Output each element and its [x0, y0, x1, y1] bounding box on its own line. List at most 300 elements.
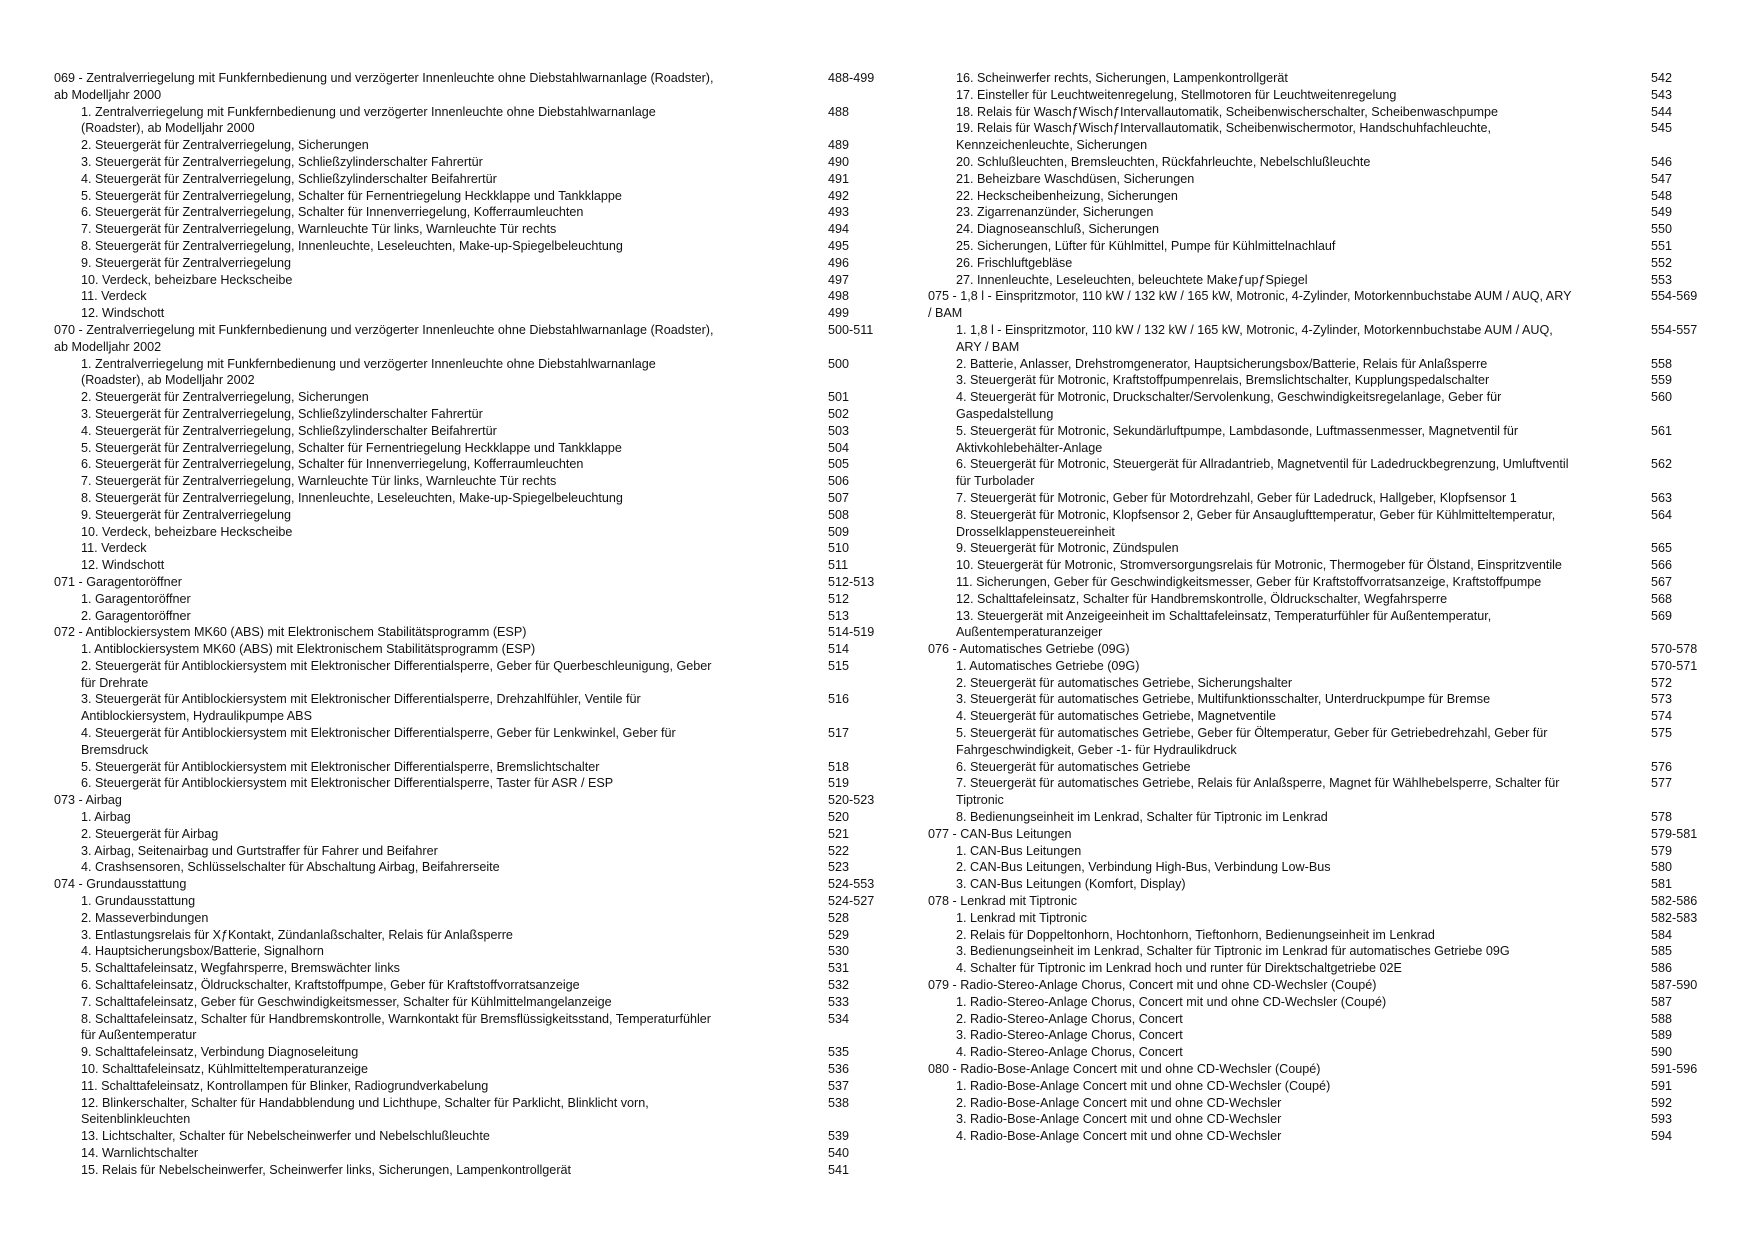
toc-chapter-entry [928, 1061, 1718, 1078]
toc-chapter-entry [928, 826, 1718, 843]
toc-subentry [54, 1128, 850, 1145]
toc-entry-page: 566 [1651, 558, 1673, 573]
toc-entry-page: 491 [828, 171, 850, 186]
toc-entry-title: 5. Schalttafeleinsatz, Wegfahrsperre, Bremswächter links [81, 961, 400, 976]
toc-subentry [928, 557, 1718, 574]
toc-entry-title: 069 - Zentralverriegelung mit Funkfernbedienung und verzögerter Innenleuchte ohne Diebstahlwarnanlage (Roadster), ab Modelljahr 2000 [54, 71, 714, 102]
toc-subentry [928, 725, 1718, 759]
toc-entry-page: 519 [828, 776, 850, 791]
toc-entry-title: 5. Steuergerät für Antiblockiersystem mit Elektronischer Differentialsperre, Bremslichtschalter [81, 759, 600, 774]
toc-entry-title: 6. Steuergerät für Zentralverriegelung, Schalter für Innenverriegelung, Kofferraumleuchten [81, 205, 584, 220]
toc-subentry [928, 608, 1718, 642]
toc-entry-page: 495 [828, 238, 850, 253]
toc-entry-title: 27. Innenleuchte, Leseleuchten, beleuchtete MakeƒupƒSpiegel [956, 272, 1308, 287]
toc-entry-page: 582-583 [1651, 910, 1698, 925]
toc-chapter-entry [928, 641, 1718, 658]
toc-subentry [54, 557, 849, 574]
toc-entry-title: 9. Steuergerät für Motronic, Zündspulen [956, 541, 1179, 556]
toc-entry-title: 12. Blinkerschalter, Schalter für Handabblendung und Lichthupe, Schalter für Parklicht, Blinklicht vorn, Seitenblinkleuchten [81, 1095, 649, 1127]
toc-entry-page: 510 [828, 541, 850, 556]
toc-entry-title: 1. Antiblockiersystem MK60 (ABS) mit Elektronischem Stabilitätsprogramm (ESP) [81, 642, 536, 657]
toc-entry-page: 549 [1651, 205, 1673, 220]
toc-entry-title: 5. Steuergerät für Zentralverriegelung, Schalter für Fernentriegelung Heckklappe und Tankklappe [81, 440, 622, 455]
toc-entry-page: 586 [1651, 961, 1673, 976]
toc-subentry [928, 1111, 1718, 1128]
toc-entry-title: 4. Steuergerät für automatisches Getriebe, Magnetventile [956, 709, 1276, 724]
toc-entry-title: 3. Entlastungsrelais für XƒKontakt, Zündanlaßschalter, Relais für Anlaßsperre [81, 927, 513, 942]
toc-subentry [54, 591, 850, 608]
toc-entry-page: 531 [828, 961, 850, 976]
toc-entry-title: 20. Schlußleuchten, Bremsleuchten, Rückfahrleuchte, Nebelschlußleuchte [956, 154, 1371, 169]
toc-entry-page: 512 [828, 591, 850, 606]
toc-subentry [928, 708, 1718, 725]
toc-entry-page: 563 [1651, 490, 1673, 505]
toc-entry-page: 532 [828, 978, 850, 993]
toc-entry-page: 530 [828, 944, 850, 959]
toc-entry-page: 567 [1651, 574, 1673, 589]
toc-entry-title: 9. Steuergerät für Zentralverriegelung [81, 507, 292, 522]
toc-entry-page: 562 [1651, 457, 1673, 472]
toc-entry-page: 575 [1651, 726, 1673, 741]
toc-entry-page: 488 [828, 104, 850, 119]
toc-entry-page: 497 [828, 272, 850, 287]
toc-entry-page: 500-511 [828, 322, 874, 337]
toc-subentry [54, 1162, 850, 1179]
toc-entry-page: 514-519 [828, 625, 875, 640]
toc-entry-title: 4. Steuergerät für Antiblockiersystem mit Elektronischer Differentialsperre, Geber für Lenkwinkel, Geber für Bremsdruck [81, 726, 676, 757]
toc-subentry [54, 910, 850, 927]
toc-subentry [928, 1027, 1718, 1044]
toc-entry-title: 11. Verdeck [81, 541, 147, 556]
toc-subentry [928, 759, 1718, 776]
toc-entry-title: 073 - Airbag [54, 793, 122, 808]
toc-subentry [54, 104, 850, 138]
toc-subentry [54, 1095, 850, 1129]
toc-entry-page: 587 [1651, 994, 1673, 1009]
toc-entry-page: 518 [828, 759, 850, 774]
toc-entry-title: 5. Steuergerät für Zentralverriegelung, Schalter für Fernentriegelung Heckklappe und Tankklappe [81, 188, 622, 203]
toc-entry-page: 554-557 [1651, 322, 1698, 337]
toc-entry-page: 539 [828, 1129, 850, 1144]
toc-entry-page: 535 [828, 1045, 850, 1060]
toc-entry-title: 3. Radio-Stereo-Anlage Chorus, Concert [956, 1028, 1183, 1043]
toc-entry-title: 6. Steuergerät für Zentralverriegelung, Schalter für Innenverriegelung, Kofferraumleuchten [81, 457, 584, 472]
toc-entry-page: 523 [828, 860, 850, 875]
toc-entry-page: 538 [828, 1095, 850, 1110]
toc-entry-page: 591 [1651, 1078, 1673, 1093]
toc-subentry [928, 1128, 1718, 1145]
toc-entry-page: 560 [1651, 390, 1673, 405]
toc-subentry [54, 154, 850, 171]
toc-entry-title: 4. Steuergerät für Zentralverriegelung, Schließzylinderschalter Beifahrertür [81, 423, 497, 438]
toc-entry-title: 8. Steuergerät für Motronic, Klopfsensor 2, Geber für Ansauglufttemperatur, Geber für Kühlmitteltemperatur, Drosselklappensteuereinheit [956, 507, 1556, 539]
toc-entry-page: 580 [1651, 860, 1673, 875]
toc-entry-page: 506 [828, 474, 850, 489]
toc-subentry [54, 943, 850, 960]
toc-entry-title: 8. Steuergerät für Zentralverriegelung, Innenleuchte, Leseleuchten, Make-up-Spiegelbeleuchtung [81, 238, 623, 253]
toc-subentry [928, 389, 1718, 423]
toc-entry-page: 529 [828, 927, 850, 942]
toc-entry-title: 7. Schalttafeleinsatz, Geber für Geschwindigkeitsmesser, Schalter für Kühlmittelmangelanzeige [81, 994, 612, 1009]
toc-subentry [54, 356, 850, 390]
toc-entry-page: 558 [1651, 356, 1673, 371]
toc-entry-title: 4. Crashsensoren, Schlüsselschalter für Abschaltung Airbag, Beifahrerseite [81, 860, 500, 875]
toc-subentry [54, 423, 850, 440]
toc-subentry [54, 473, 850, 490]
toc-entry-title: 1. Automatisches Getriebe (09G) [956, 658, 1140, 673]
toc-entry-title: 3. Airbag, Seitenairbag und Gurtstraffer für Fahrer und Beifahrer [81, 843, 438, 858]
toc-entry-title: 3. Bedienungseinheit im Lenkrad, Schalter für Tiptronic im Lenkrad für automatisches Getriebe 09G [956, 944, 1510, 959]
toc-entry-page: 512-513 [828, 574, 875, 589]
toc-entry-page: 545 [1651, 121, 1673, 136]
toc-entry-page: 578 [1651, 810, 1673, 825]
toc-subentry [54, 440, 850, 457]
toc-entry-page: 579-581 [1651, 826, 1698, 841]
toc-entry-page: 507 [828, 490, 850, 505]
toc-chapter-entry [54, 574, 875, 591]
toc-subentry [928, 87, 1718, 104]
toc-entry-page: 502 [828, 406, 850, 421]
toc-chapter-entry [54, 322, 874, 356]
toc-entry-page: 492 [828, 188, 850, 203]
toc-subentry [928, 591, 1718, 608]
toc-entry-title: 5. Steuergerät für Motronic, Sekundärluftpumpe, Lambdasonde, Luftmassenmesser, Magnetventil für Aktivkohlebehälter-Anlage [956, 423, 1519, 455]
toc-entry-page: 551 [1651, 238, 1673, 253]
toc-entry-title: 10. Verdeck, beheizbare Heckscheibe [81, 524, 293, 539]
toc-subentry [54, 775, 850, 792]
toc-entry-title: 10. Verdeck, beheizbare Heckscheibe [81, 272, 293, 287]
toc-entry-title: 18. Relais für WaschƒWischƒIntervallautomatik, Scheibenwischerschalter, Scheibenwaschpumpe [956, 104, 1499, 119]
toc-entry-title: 24. Diagnoseanschluß, Sicherungen [956, 222, 1160, 237]
toc-entry-page: 494 [828, 222, 850, 237]
toc-subentry [54, 490, 850, 507]
toc-subentry [928, 859, 1718, 876]
toc-entry-page: 590 [1651, 1045, 1673, 1060]
toc-entry-title: 1. Radio-Bose-Anlage Concert mit und ohne CD-Wechsler (Coupé) [956, 1078, 1331, 1093]
toc-subentry [54, 1145, 850, 1162]
toc-entry-page: 520 [828, 810, 850, 825]
toc-subentry [54, 859, 850, 876]
toc-subentry [928, 104, 1718, 121]
toc-subentry [928, 70, 1718, 87]
toc-entry-page: 514 [828, 642, 850, 657]
toc-entry-title: 076 - Automatisches Getriebe (09G) [928, 642, 1130, 657]
toc-subentry [928, 927, 1718, 944]
toc-subentry [928, 540, 1718, 557]
toc-entry-title: 4. Radio-Stereo-Anlage Chorus, Concert [956, 1045, 1183, 1060]
toc-entry-title: 2. Steuergerät für automatisches Getriebe, Sicherungshalter [956, 675, 1293, 690]
toc-entry-title: 1. Grundausstattung [81, 894, 196, 909]
toc-entry-title: 072 - Antiblockiersystem MK60 (ABS) mit Elektronischem Stabilitätsprogramm (ESP) [54, 625, 527, 640]
toc-entry-title: 070 - Zentralverriegelung mit Funkfernbedienung und verzögerter Innenleuchte ohne Diebstahlwarnanlage (Roadster), ab Modelljahr 2002 [54, 322, 714, 354]
toc-entry-page: 543 [1651, 87, 1673, 102]
toc-subentry [54, 641, 850, 658]
toc-entry-title: 2. Relais für Doppeltonhorn, Hochtonhorn, Tieftonhorn, Bedienungseinheit im Lenkrad [956, 927, 1435, 942]
toc-entry-title: 1. CAN-Bus Leitungen [956, 843, 1082, 858]
toc-entry-title: 8. Bedienungseinheit im Lenkrad, Schalter für Tiptronic im Lenkrad [956, 810, 1328, 825]
toc-subentry [928, 120, 1718, 154]
toc-entry-page: 587-590 [1651, 978, 1698, 993]
toc-entry-page: 490 [828, 154, 850, 169]
toc-entry-title: 12. Windschott [81, 306, 165, 321]
toc-subentry [928, 154, 1718, 171]
toc-entry-title: 075 - 1,8 l - Einspritzmotor, 110 kW / 132 kW / 165 kW, Motronic, 4-Zylinder, Motorkennbuchstabe AUM / AUQ, ARY / BAM [928, 289, 1572, 321]
toc-entry-title: 2. Masseverbindungen [81, 910, 209, 925]
toc-entry-page: 570-578 [1651, 642, 1698, 657]
toc-subentry [54, 725, 850, 759]
toc-subentry [928, 876, 1718, 893]
toc-entry-page: 541 [828, 1162, 850, 1177]
toc-entry-page: 522 [828, 843, 850, 858]
toc-chapter-entry [54, 624, 875, 641]
toc-subentry [54, 977, 850, 994]
toc-chapter-entry [54, 876, 875, 893]
toc-entry-page: 500 [828, 356, 850, 371]
toc-entry-page: 504 [828, 440, 850, 455]
toc-subentry [54, 221, 850, 238]
toc-entry-page: 585 [1651, 944, 1673, 959]
toc-subentry [928, 221, 1718, 238]
toc-entry-page: 534 [828, 1011, 850, 1026]
toc-entry-title: 074 - Grundausstattung [54, 877, 187, 892]
toc-subentry [928, 1078, 1718, 1095]
toc-subentry [54, 759, 850, 776]
toc-subentry [928, 658, 1718, 675]
toc-chapter-entry [928, 977, 1718, 994]
toc-entry-page: 573 [1651, 692, 1673, 707]
toc-entry-title: 079 - Radio-Stereo-Anlage Chorus, Concert mit und ohne CD-Wechsler (Coupé) [928, 978, 1377, 993]
toc-entry-page: 581 [1651, 877, 1673, 892]
toc-entry-page: 554-569 [1651, 289, 1698, 304]
toc-entry-title: 10. Steuergerät für Motronic, Stromversorgungsrelais für Motronic, Thermogeber für Ölstand, Einspritzventile [956, 558, 1562, 573]
toc-subentry [54, 826, 850, 843]
toc-entry-page: 576 [1651, 759, 1673, 774]
toc-subentry [54, 507, 850, 524]
toc-entry-page: 546 [1651, 154, 1673, 169]
toc-subentry [54, 137, 850, 154]
toc-entry-page: 520-523 [828, 793, 875, 808]
toc-entry-title: 7. Steuergerät für Motronic, Geber für Motordrehzahl, Geber für Ladedruck, Hallgeber, Klopfsensor 1 [956, 490, 1517, 505]
toc-entry-title: 2. Steuergerät für Zentralverriegelung, Sicherungen [81, 390, 369, 405]
toc-entry-title: 6. Steuergerät für Antiblockiersystem mit Elektronischer Differentialsperre, Taster für ASR / ESP [81, 776, 614, 791]
toc-entry-page: 488-499 [828, 71, 875, 85]
toc-subentry [54, 238, 850, 255]
toc-entry-page: 568 [1651, 591, 1673, 606]
toc-entry-page: 513 [828, 608, 850, 623]
toc-entry-page: 524-527 [828, 894, 875, 909]
toc-entry-title: 2. Garagentoröffner [81, 608, 191, 623]
toc-entry-page: 593 [1651, 1112, 1673, 1127]
toc-entry-title: 12. Schalttafeleinsatz, Schalter für Handbremskontrolle, Öldruckschalter, Wegfahrsperre [956, 591, 1448, 606]
toc-entry-title: 6. Steuergerät für Motronic, Steuergerät für Allradantrieb, Magnetventil für Ladedruckbegrenzung, Umluftventil für Turbolader [956, 457, 1569, 489]
toc-subentry [54, 843, 850, 860]
toc-entry-title: 1. Radio-Stereo-Anlage Chorus, Concert mit und ohne CD-Wechsler (Coupé) [956, 994, 1387, 1009]
toc-left-column [54, 70, 875, 1179]
toc-entry-page: 533 [828, 994, 850, 1009]
toc-entry-title: 4. Steuergerät für Zentralverriegelung, Schließzylinderschalter Beifahrertür [81, 171, 497, 186]
toc-entry-title: 4. Steuergerät für Motronic, Druckschalter/Servolenkung, Geschwindigkeitsregelanlage, Geber für Gaspedalstellung [956, 390, 1502, 421]
toc-subentry [54, 608, 850, 625]
toc-subentry [54, 389, 850, 406]
toc-entry-page: 505 [828, 457, 850, 472]
toc-entry-page: 544 [1651, 104, 1673, 119]
toc-entry-page: 570-571 [1651, 658, 1698, 673]
toc-subentry [928, 238, 1718, 255]
toc-entry-title: 15. Relais für Nebelscheinwerfer, Scheinwerfer links, Sicherungen, Lampenkontrollgerät [81, 1162, 572, 1177]
toc-subentry [54, 188, 850, 205]
toc-entry-page: 496 [828, 255, 850, 270]
toc-entry-page: 524-553 [828, 877, 875, 892]
toc-entry-title: 2. Steuergerät für Airbag [81, 826, 219, 841]
toc-entry-page: 553 [1651, 272, 1673, 287]
toc-entry-page: 498 [828, 289, 850, 304]
toc-subentry [928, 1011, 1718, 1028]
toc-subentry [928, 1095, 1718, 1112]
toc-right-column [928, 70, 1718, 1145]
toc-entry-title: 11. Sicherungen, Geber für Geschwindigkeitsmesser, Geber für Kraftstoffvorratsanzeige, Kraftstoffpumpe [956, 574, 1542, 589]
toc-subentry [928, 322, 1718, 356]
toc-subentry [54, 809, 850, 826]
toc-entry-title: 6. Schalttafeleinsatz, Öldruckschalter, Kraftstoffpumpe, Geber für Kraftstoffvorratsanzeige [81, 978, 580, 993]
toc-entry-page: 516 [828, 692, 850, 707]
toc-subentry [54, 204, 850, 221]
toc-entry-title: 2. Radio-Stereo-Anlage Chorus, Concert [956, 1011, 1183, 1026]
toc-entry-page: 561 [1651, 423, 1673, 438]
toc-subentry [54, 272, 850, 289]
toc-subentry [54, 691, 850, 725]
toc-subentry [928, 574, 1718, 591]
toc-entry-title: 9. Schalttafeleinsatz, Verbindung Diagnoseleitung [81, 1045, 359, 1060]
toc-entry-title: 1. Zentralverriegelung mit Funkfernbedienung und verzögerter Innenleuchte ohne Diebstahlwarnanlage (Roadster), ab Modelljahr 2002 [81, 356, 656, 388]
toc-entry-title: 1. Airbag [81, 810, 131, 825]
toc-subentry [54, 927, 850, 944]
toc-subentry [928, 960, 1718, 977]
toc-entry-title: 8. Schalttafeleinsatz, Schalter für Handbremskontrolle, Warnkontakt für Bremsflüssigkeitsstand, Temperaturfühler für Außentemperatur [81, 1011, 711, 1043]
toc-entry-page: 511 [828, 558, 849, 573]
toc-subentry [54, 1011, 850, 1045]
toc-entry-title: 080 - Radio-Bose-Anlage Concert mit und ohne CD-Wechsler (Coupé) [928, 1062, 1321, 1077]
toc-subentry [54, 406, 850, 423]
toc-entry-title: 3. Steuergerät für Antiblockiersystem mit Elektronischer Differentialsperre, Drehzahlfühler, Ventile für Antiblockiersystem, Hydraulikpumpe ABS [81, 692, 641, 724]
toc-entry-page: 548 [1651, 188, 1673, 203]
toc-subentry [928, 356, 1718, 373]
toc-subentry [54, 893, 875, 910]
toc-entry-page: 565 [1651, 541, 1673, 556]
toc-entry-title: 5. Steuergerät für automatisches Getriebe, Geber für Öltemperatur, Geber für Getriebedrehzahl, Geber für Fahrgeschwindigkeit, Geber -1- für Hydraulikdruck [956, 726, 1548, 757]
toc-entry-title: 6. Steuergerät für automatisches Getriebe [956, 759, 1191, 774]
toc-subentry [54, 1061, 850, 1078]
toc-subentry [928, 490, 1718, 507]
toc-subentry [928, 994, 1718, 1011]
toc-subentry [54, 960, 850, 977]
toc-entry-page: 579 [1651, 843, 1673, 858]
toc-entry-title: 2. Steuergerät für Antiblockiersystem mit Elektronischer Differentialsperre, Geber für Querbeschleunigung, Geber für Drehrate [81, 658, 712, 690]
toc-entry-page: 564 [1651, 507, 1673, 522]
toc-chapter-entry [928, 288, 1718, 322]
toc-entry-title: 2. Steuergerät für Zentralverriegelung, Sicherungen [81, 138, 369, 153]
toc-entry-title: 7. Steuergerät für automatisches Getriebe, Relais für Anlaßsperre, Magnet für Wählhebelsperre, Schalter für Tiptronic [956, 776, 1560, 808]
toc-entry-title: 26. Frischluftgebläse [956, 255, 1073, 270]
toc-entry-title: 8. Steuergerät für Zentralverriegelung, Innenleuchte, Leseleuchten, Make-up-Spiegelbeleuchtung [81, 490, 623, 505]
toc-subentry [928, 809, 1718, 826]
toc-subentry [54, 658, 850, 692]
toc-subentry [928, 1044, 1718, 1061]
toc-subentry [928, 204, 1718, 221]
toc-entry-title: 11. Verdeck [81, 289, 147, 304]
toc-subentry [928, 910, 1718, 927]
toc-subentry [928, 171, 1718, 188]
toc-entry-page: 536 [828, 1062, 850, 1077]
toc-entry-page: 515 [828, 658, 850, 673]
toc-entry-title: 3. Radio-Bose-Anlage Concert mit und ohne CD-Wechsler [956, 1112, 1282, 1127]
toc-entry-title: 13. Lichtschalter, Schalter für Nebelscheinwerfer und Nebelschlußleuchte [81, 1129, 490, 1144]
toc-subentry [928, 943, 1718, 960]
toc-entry-page: 503 [828, 423, 850, 438]
toc-subentry [54, 540, 850, 557]
toc-subentry [928, 372, 1718, 389]
toc-entry-title: 077 - CAN-Bus Leitungen [928, 826, 1072, 841]
toc-entry-title: 3. Steuergerät für Zentralverriegelung, Schließzylinderschalter Fahrertür [81, 154, 483, 169]
toc-entry-page: 509 [828, 524, 850, 539]
toc-entry-page: 501 [828, 390, 850, 405]
toc-entry-title: 3. Steuergerät für Motronic, Kraftstoffpumpenrelais, Bremslichtschalter, Kupplungspedalschalter [956, 373, 1490, 388]
toc-subentry [928, 691, 1718, 708]
toc-entry-title: 25. Sicherungen, Lüfter für Kühlmittel, Pumpe für Kühlmittelnachlauf [956, 238, 1336, 253]
toc-entry-title: 17. Einsteller für Leuchtweitenregelung, Stellmotoren für Leuchtweitenregelung [956, 87, 1397, 102]
toc-entry-page: 569 [1651, 608, 1673, 623]
toc-entry-page: 594 [1651, 1129, 1673, 1144]
toc-entry-title: 4. Radio-Bose-Anlage Concert mit und ohne CD-Wechsler [956, 1129, 1282, 1144]
toc-entry-page: 499 [828, 306, 850, 321]
toc-subentry [928, 456, 1718, 490]
toc-entry-title: 10. Schalttafeleinsatz, Kühlmitteltemperaturanzeige [81, 1062, 369, 1077]
toc-entry-title: 1. 1,8 l - Einspritzmotor, 110 kW / 132 kW / 165 kW, Motronic, 4-Zylinder, Motorkennbuchstabe AUM / AUQ, ARY / BAM [956, 322, 1553, 354]
toc-entry-title: 12. Windschott [81, 558, 165, 573]
toc-entry-page: 572 [1651, 675, 1673, 690]
toc-entry-title: 7. Steuergerät für Zentralverriegelung, Warnleuchte Tür links, Warnleuchte Tür rechts [81, 222, 557, 237]
toc-subentry [928, 843, 1718, 860]
toc-entry-page: 552 [1651, 255, 1673, 270]
toc-entry-page: 574 [1651, 709, 1673, 724]
toc-subentry [54, 524, 850, 541]
toc-entry-page: 489 [828, 138, 850, 153]
toc-entry-page: 540 [828, 1146, 850, 1160]
toc-entry-title: 22. Heckscheibenheizung, Sicherungen [956, 188, 1178, 203]
toc-entry-title: 2. Batterie, Anlasser, Drehstromgenerator, Hauptsicherungsbox/Batterie, Relais für Anlaßsperre [956, 356, 1488, 371]
toc-subentry [54, 994, 850, 1011]
toc-entry-page: 588 [1651, 1011, 1673, 1026]
toc-entry-title: 16. Scheinwerfer rechts, Sicherungen, Lampenkontrollgerät [956, 71, 1288, 85]
toc-entry-page: 528 [828, 910, 850, 925]
toc-subentry [928, 255, 1718, 272]
toc-subentry [928, 775, 1718, 809]
toc-subentry [54, 1044, 850, 1061]
toc-subentry [54, 305, 850, 322]
toc-entry-page: 493 [828, 205, 850, 220]
toc-chapter-entry [54, 792, 875, 809]
toc-subentry [54, 288, 850, 305]
toc-entry-page: 591-596 [1651, 1062, 1698, 1077]
toc-subentry [928, 675, 1718, 692]
toc-entry-page: 508 [828, 507, 850, 522]
toc-entry-title: 13. Steuergerät mit Anzeigeeinheit im Schalttafeleinsatz, Temperaturfühler für Außentemperatur, Außentemperaturanzeiger [956, 608, 1492, 640]
toc-entry-title: 4. Hauptsicherungsbox/Batterie, Signalhorn [81, 944, 324, 959]
toc-entry-title: 2. CAN-Bus Leitungen, Verbindung High-Bus, Verbindung Low-Bus [956, 860, 1331, 875]
toc-entry-page: 577 [1651, 776, 1673, 791]
toc-entry-page: 542 [1651, 71, 1673, 85]
toc-entry-title: 3. Steuergerät für Zentralverriegelung, Schließzylinderschalter Fahrertür [81, 406, 483, 421]
toc-entry-title: 14. Warnlichtschalter [81, 1146, 199, 1160]
